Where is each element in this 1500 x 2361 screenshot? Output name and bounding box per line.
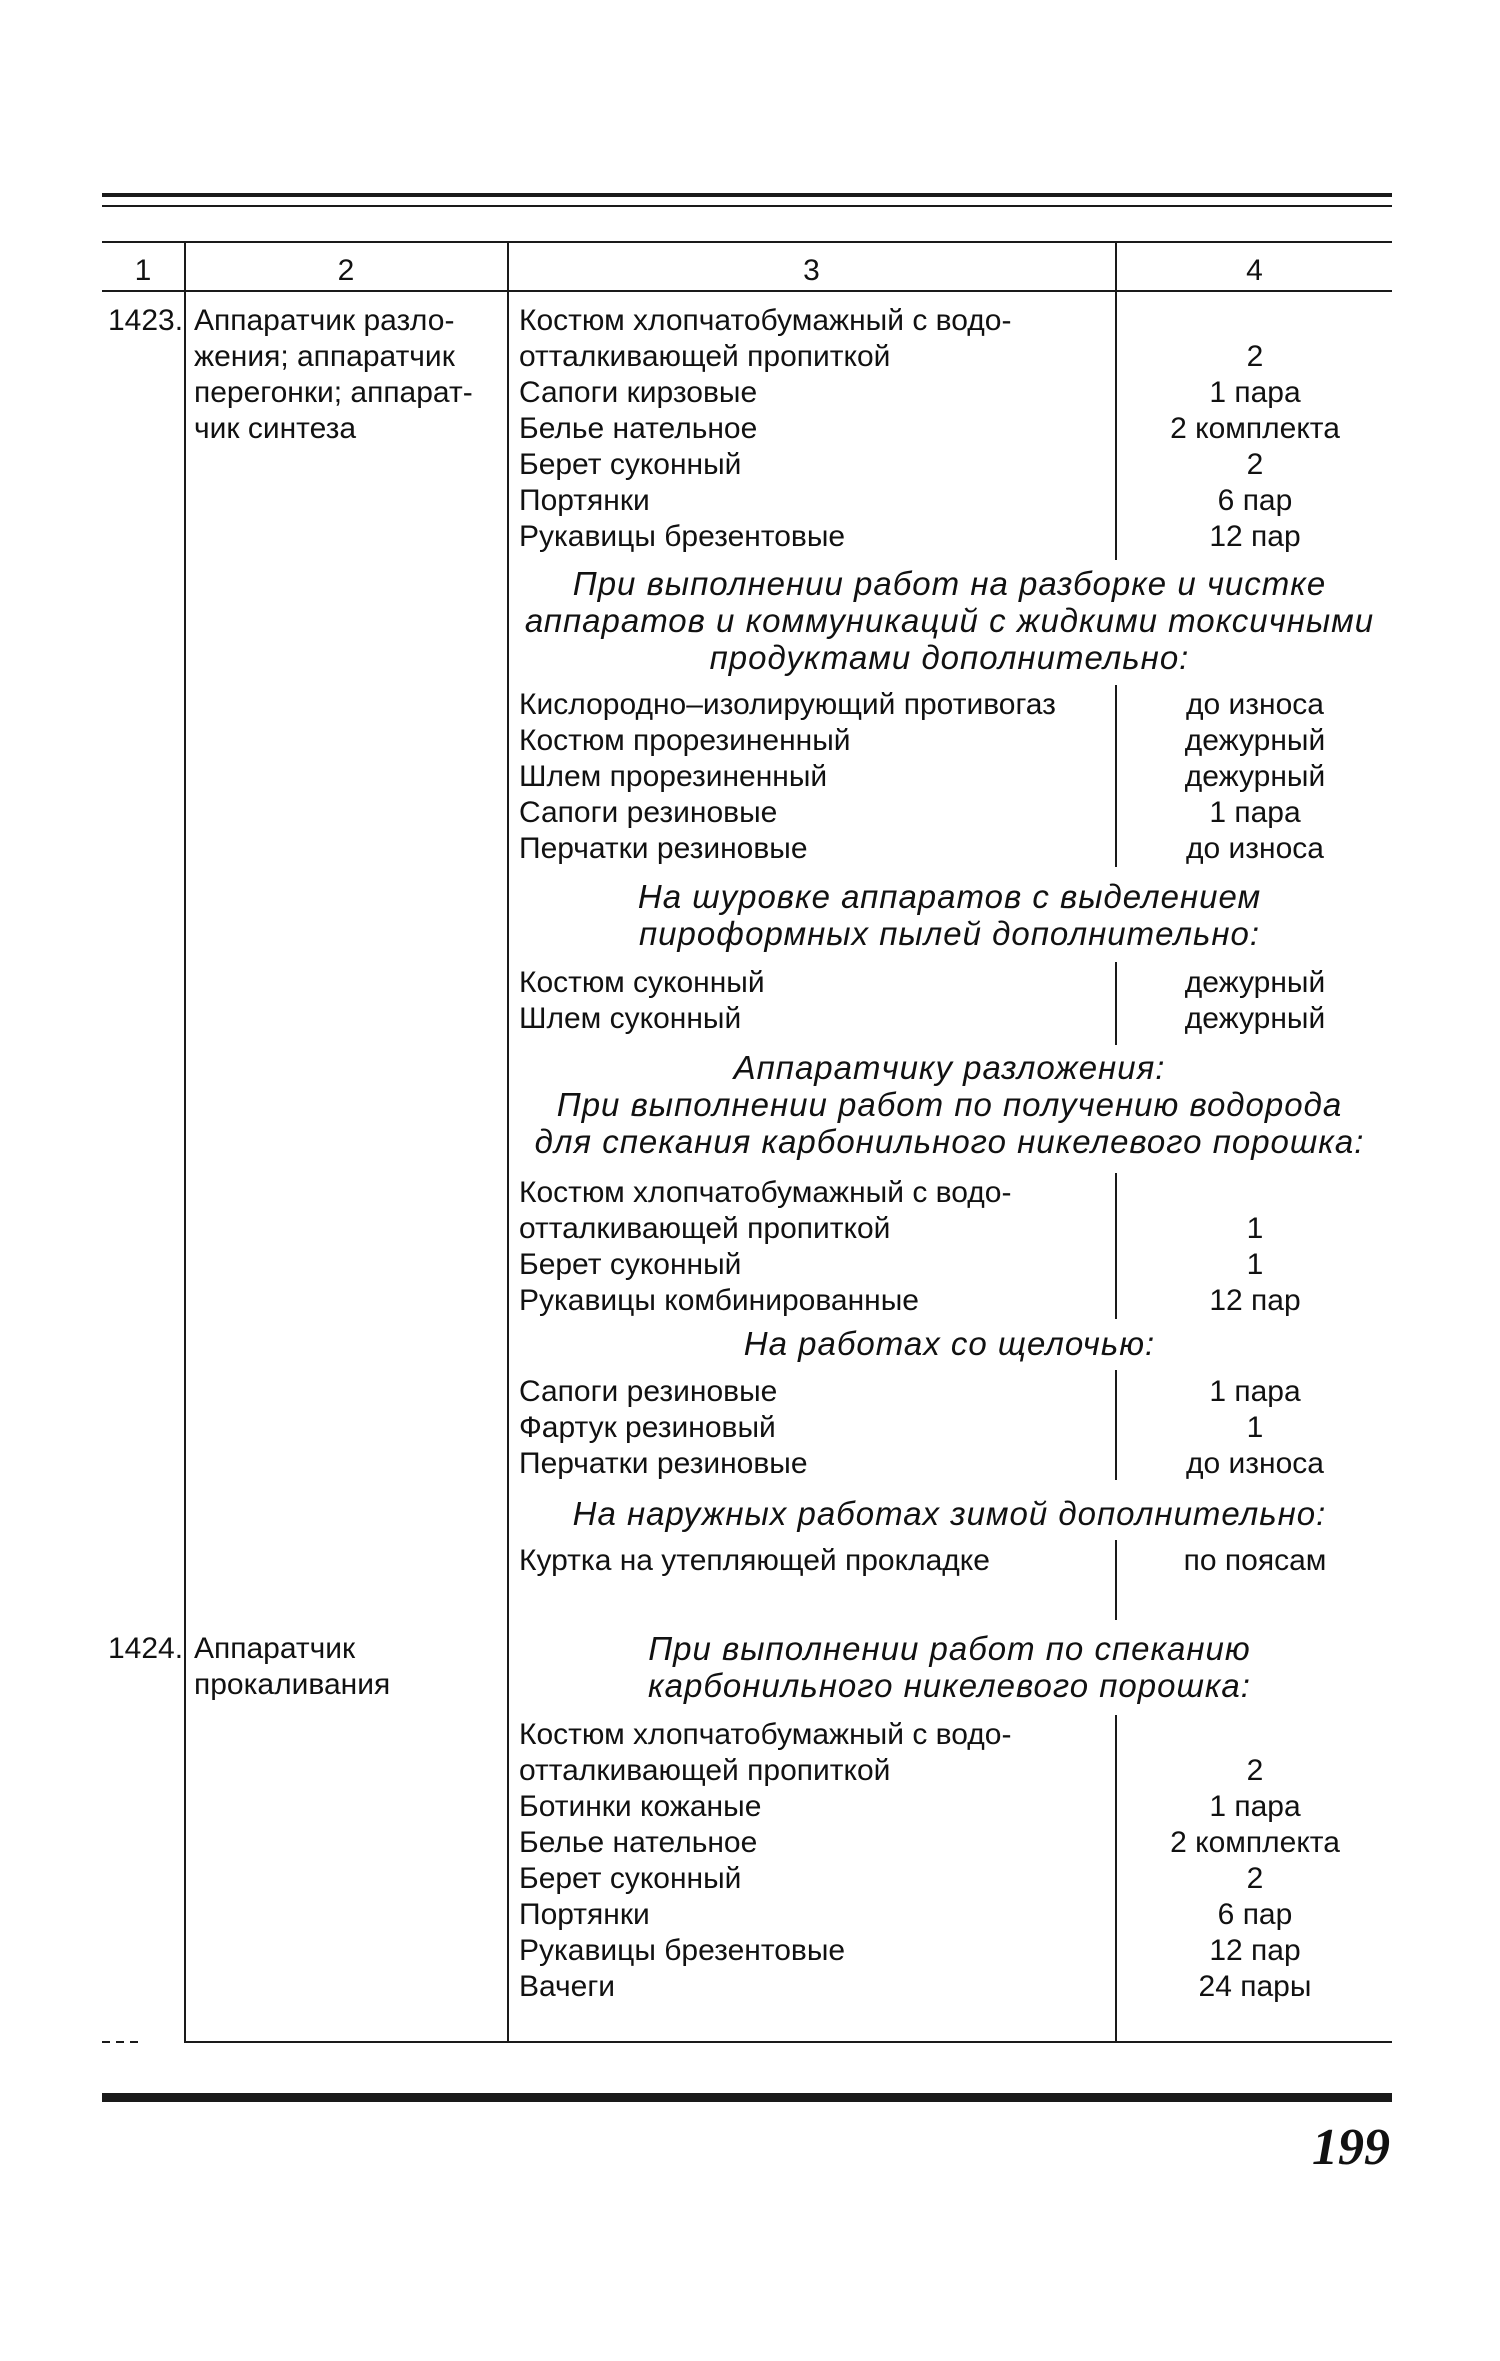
item-name: Перчатки резиновые <box>519 1447 808 1480</box>
item-qty: 12 пар <box>1209 1284 1301 1317</box>
section-note: аппаратов и коммуникаций с жидкими токсичными <box>524 602 1375 639</box>
section-note: пироформных пылей дополнительно: <box>638 915 1261 952</box>
item-qty: 1 пара <box>1209 1790 1301 1823</box>
item-name: Кислородно–изолирующий противогаз <box>519 688 1056 721</box>
item-name: Берет суконный <box>519 448 742 481</box>
item-name: Костюм хлопчатобумажный с водо- <box>519 1176 1012 1209</box>
item-qty: 24 пары <box>1198 1970 1312 2003</box>
item-qty: 2 <box>1246 448 1264 481</box>
section-note: продуктами дополнительно: <box>709 639 1190 676</box>
item-qty: 1 <box>1246 1212 1264 1245</box>
section-note: На шуровке аппаратов с выделением <box>637 878 1262 915</box>
item-qty: до износа <box>1186 832 1324 865</box>
item-name: Шлем суконный <box>519 1002 742 1035</box>
item-name: Костюм суконный <box>519 966 765 999</box>
item-name: Костюм хлопчатобумажный с водо- <box>519 304 1012 337</box>
top-rule-thin <box>102 205 1392 207</box>
profession-line: Аппаратчик <box>194 1632 356 1665</box>
item-qty: 2 <box>1246 340 1264 373</box>
section-note: На работах со щелочью: <box>743 1325 1156 1362</box>
item-qty: до износа <box>1186 1447 1324 1480</box>
item-name: Куртка на утепляющей прокладке <box>519 1544 990 1577</box>
bottom-rule <box>102 2093 1392 2102</box>
item-qty: 2 <box>1246 1862 1264 1895</box>
section-note: Аппаратчику разложения: <box>733 1049 1166 1086</box>
item-name: Костюм хлопчатобумажный с водо- <box>519 1718 1012 1751</box>
item-name: Рукавицы брезентовые <box>519 1934 846 1967</box>
item-name: Берет суконный <box>519 1248 742 1281</box>
profession-line: перегонки; аппарат- <box>194 376 473 409</box>
item-name: отталкивающей пропиткой <box>519 340 891 373</box>
item-qty: 1 <box>1246 1248 1264 1281</box>
item-name: Костюм прорезиненный <box>519 724 851 757</box>
item-name: отталкивающей пропиткой <box>519 1754 891 1787</box>
item-qty: 1 пара <box>1209 1375 1301 1408</box>
profession-line: чик синтеза <box>194 412 357 445</box>
item-name: Фартук резиновый <box>519 1411 776 1444</box>
section-note: При выполнении работ на разборке и чистке <box>572 565 1327 602</box>
item-qty: 6 пар <box>1217 1898 1293 1931</box>
entry-number: 1423. <box>108 304 184 337</box>
item-qty: 12 пар <box>1209 1934 1301 1967</box>
col3-divider <box>1115 962 1117 1045</box>
header-col4: 4 <box>1246 254 1263 287</box>
item-name: Шлем прорезиненный <box>519 760 828 793</box>
item-name: Перчатки резиновые <box>519 832 808 865</box>
item-name: Ботинки кожаные <box>519 1790 762 1823</box>
item-name: Сапоги резиновые <box>519 796 778 829</box>
profession-line: прокаливания <box>194 1668 391 1701</box>
item-name: Берет суконный <box>519 1862 742 1895</box>
item-name: Рукавицы брезентовые <box>519 520 846 553</box>
item-name: Белье нательное <box>519 1826 758 1859</box>
item-name: Рукавицы комбинированные <box>519 1284 919 1317</box>
col1-divider <box>184 241 186 2042</box>
item-qty: дежурный <box>1184 760 1326 793</box>
item-qty: до износа <box>1186 688 1324 721</box>
item-qty: 1 пара <box>1209 796 1301 829</box>
col3-divider <box>1115 290 1117 560</box>
item-qty: 6 пар <box>1217 484 1293 517</box>
header-bottom-line <box>102 290 1392 292</box>
item-name: Портянки <box>519 1898 650 1931</box>
item-name: Вачеги <box>519 1970 616 2003</box>
item-qty: дежурный <box>1184 966 1326 999</box>
entry-number: 1424. <box>108 1632 184 1665</box>
col3-divider <box>1115 1715 1117 2042</box>
col3-divider <box>1115 1540 1117 1620</box>
header-col1: 1 <box>134 254 152 287</box>
item-name: Сапоги резиновые <box>519 1375 778 1408</box>
profession-line: Аппаратчик разло- <box>194 304 455 337</box>
item-qty: дежурный <box>1184 724 1326 757</box>
section-note: карбонильного никелевого порошка: <box>648 1667 1251 1704</box>
section-note: При выполнении работ по спеканию <box>648 1630 1251 1667</box>
section-note: На наружных работах зимой дополнительно: <box>572 1495 1327 1532</box>
table-bottom-dash <box>102 2041 142 2043</box>
page-number: 199 <box>1312 2119 1390 2176</box>
item-name: Сапоги кирзовые <box>519 376 758 409</box>
header-col3: 3 <box>803 254 820 287</box>
section-note: При выполнении работ по получению водорода <box>556 1086 1343 1123</box>
col3-divider <box>1115 1370 1117 1480</box>
col3-divider <box>1115 685 1117 867</box>
item-qty: дежурный <box>1184 1002 1326 1035</box>
col3-divider <box>1115 1173 1117 1319</box>
header-top-line <box>102 241 1392 243</box>
table-bottom-line <box>184 2041 1392 2043</box>
item-name: Белье нательное <box>519 412 758 445</box>
header-col2: 2 <box>337 254 355 287</box>
item-qty: по поясам <box>1183 1544 1327 1577</box>
item-qty: 1 <box>1246 1411 1264 1444</box>
item-qty: 1 пара <box>1209 376 1301 409</box>
item-qty: 12 пар <box>1209 520 1301 553</box>
item-name: Портянки <box>519 484 650 517</box>
top-rule <box>102 193 1392 197</box>
item-qty: 2 комплекта <box>1170 412 1340 445</box>
item-qty: 2 <box>1246 1754 1264 1787</box>
section-note: для спекания карбонильного никелевого порошка: <box>534 1123 1365 1160</box>
item-name: отталкивающей пропиткой <box>519 1212 891 1245</box>
profession-line: жения; аппаратчик <box>194 340 455 373</box>
item-qty: 2 комплекта <box>1170 1826 1340 1859</box>
